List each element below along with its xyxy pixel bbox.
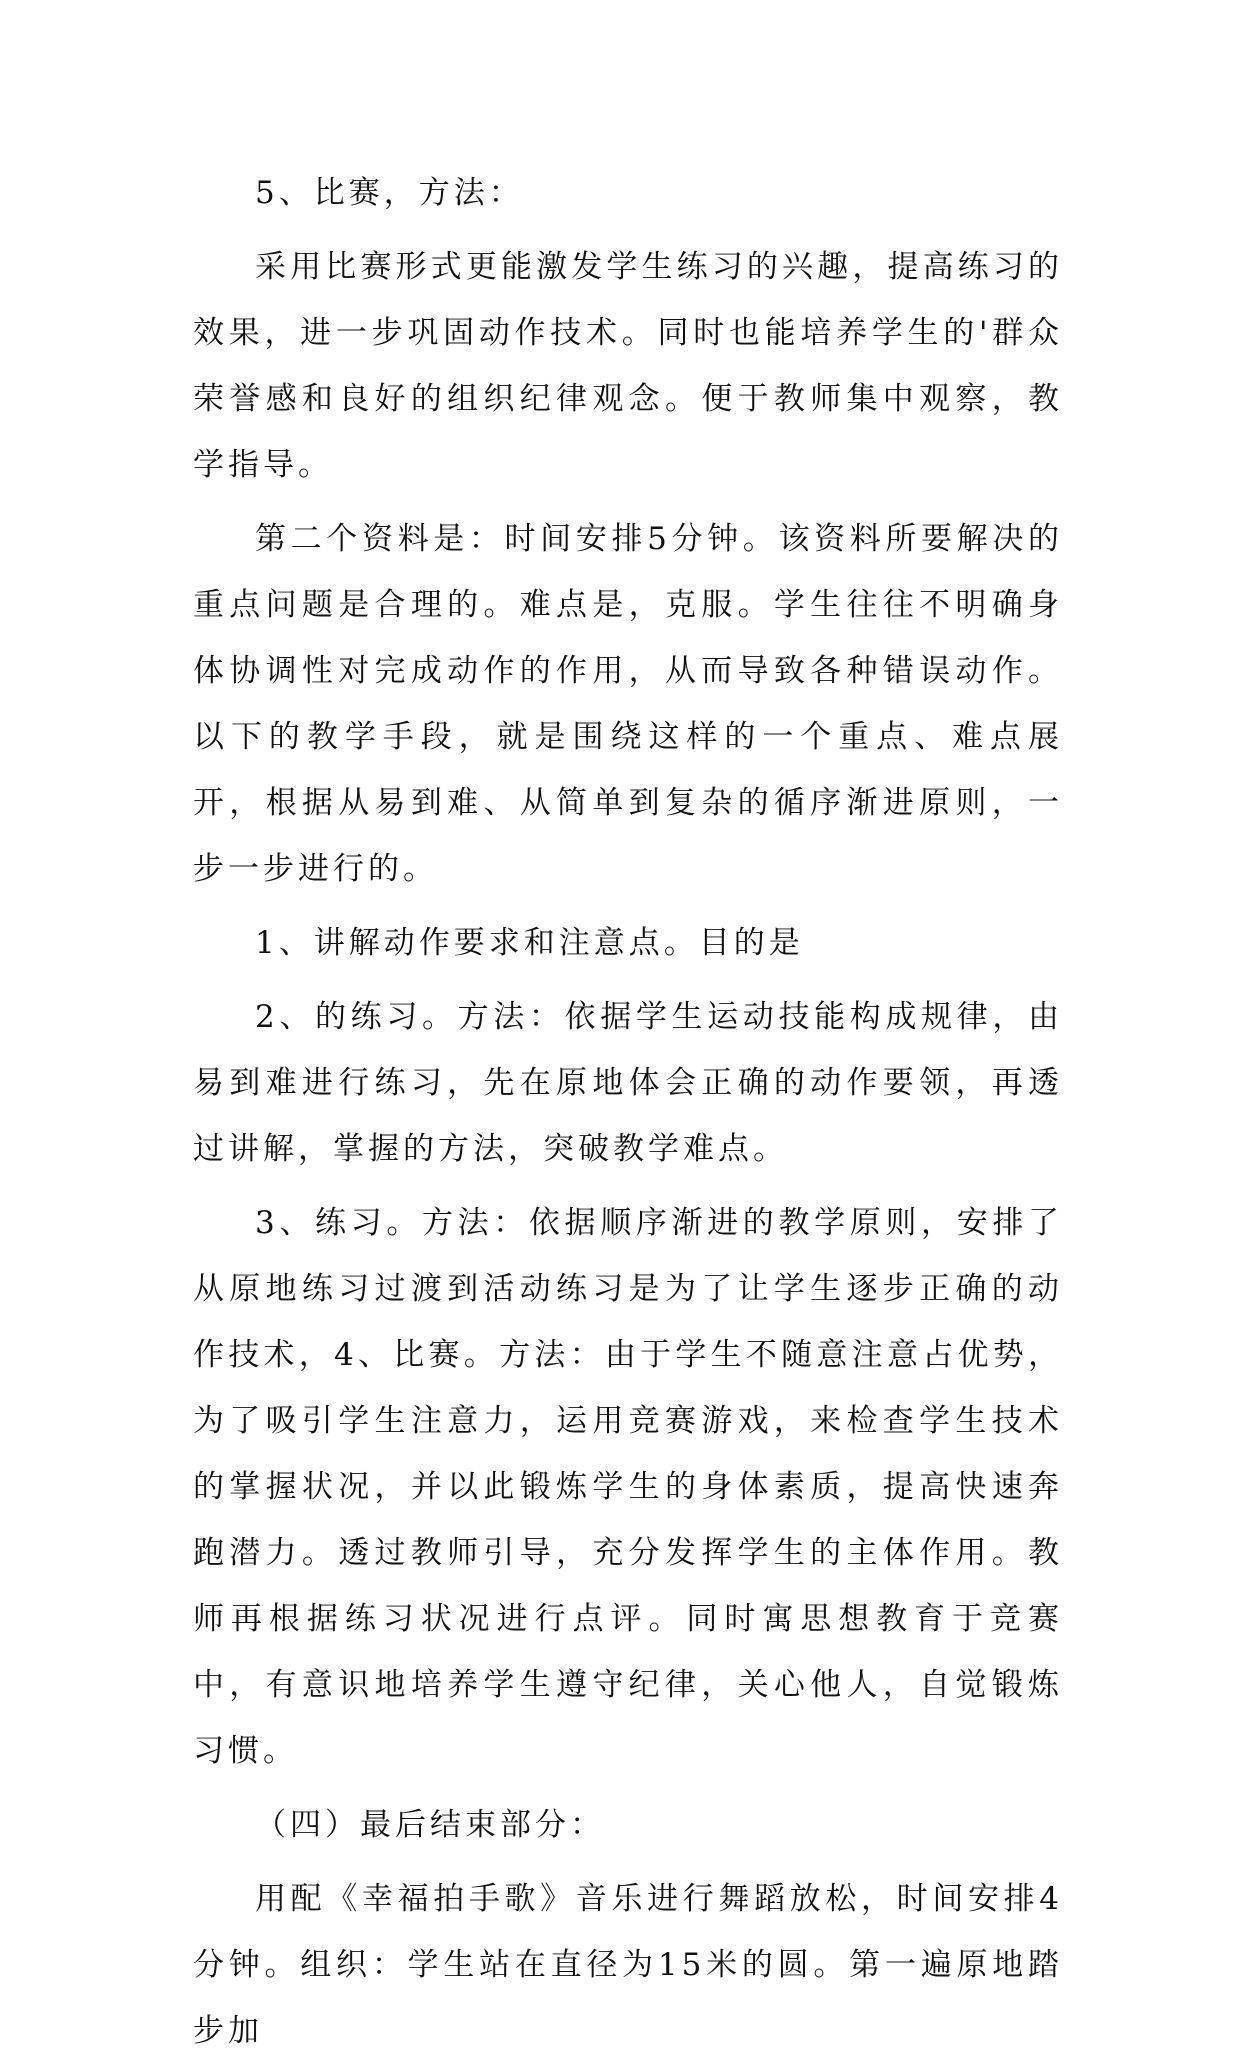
- paragraph-step-3-4: 3、练习。方法：依据顺序渐进的教学原则，安排了从原地练习过渡到活动练习是为了让学生逐步正确的动作技术，4、比赛。方法：由于学生不随意注意占优势，为了吸引学生注意力，运用竞赛游戏，来检查学生技术的掌握状况，并以此锻炼学生的身体素质，提高快速奔跑潜力。透过教师引导，充分发挥学生的主体作用。教师再根据练习状况进行点评。同时寓思想教育于竞赛中，有意识地培养学生遵守纪律，关心他人，自觉锻炼习惯。: [193, 1205, 1063, 1769]
- paragraph-competition-purpose: 采用比赛形式更能激发学生练习的兴趣，提高练习的效果，进一步巩固动作技术。同时也能培养学生的'群众荣誉感和良好的组织纪律观念。便于教师集中观察，教学指导。: [193, 249, 1063, 483]
- paragraph-competition-method: 5、比赛，方法：: [255, 175, 524, 211]
- section-heading-ending: （四）最后结束部分：: [255, 1807, 605, 1843]
- paragraph-relaxation-dance: 用配《幸福拍手歌》音乐进行舞蹈放松，时间安排4分钟。组织：学生站在直径为15米的圆。第一遍原地踏步加: [193, 1881, 1063, 2049]
- paragraph-second-material: 第二个资料是：时间安排5分钟。该资料所要解决的重点问题是合理的。难点是，克服。学生往往不明确身体协调性对完成动作的作用，从而导致各种错误动作。以下的教学手段，就是围绕这样的一个重点、难点展开，根据从易到难、从简单到复杂的循序渐进原则，一步一步进行的。: [193, 521, 1063, 887]
- paragraph-step-2: 2、的练习。方法：依据学生运动技能构成规律，由易到难进行练习，先在原地体会正确的动作要领，再透过讲解，掌握的方法，突破教学难点。: [193, 999, 1063, 1167]
- document-body: [193, 160, 1063, 2072]
- paragraph-step-1: 1、讲解动作要求和注意点。目的是: [255, 925, 804, 961]
